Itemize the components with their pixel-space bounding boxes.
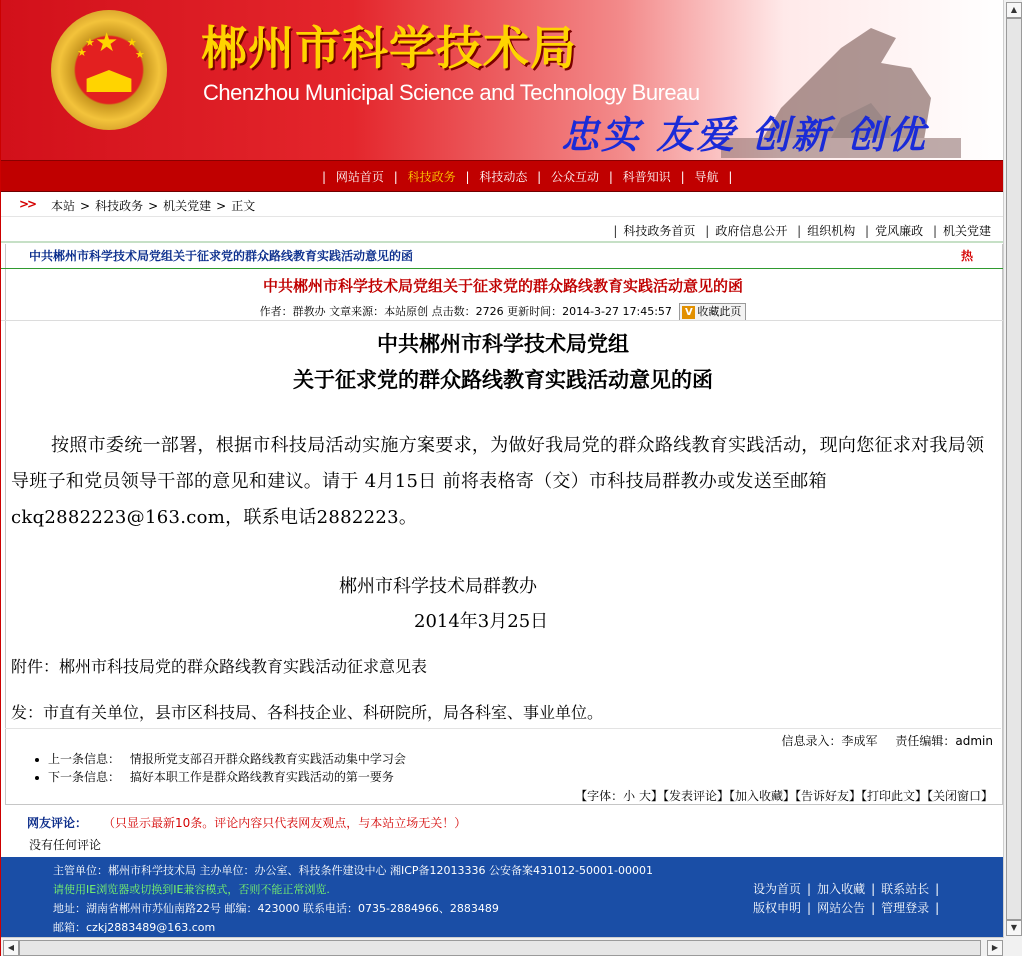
bullet-icon	[35, 758, 39, 762]
footer-email: 邮箱：czkj2883489@163.com	[53, 921, 216, 934]
contact-admin-link[interactable]: 联系站长	[881, 882, 930, 896]
bookmark-button[interactable]	[679, 303, 746, 321]
doc-title-line2: 关于征求党的群众路线教育实践活动意见的函	[293, 367, 713, 392]
article-head-title: 中共郴州市科学技术局党组关于征求党的群众路线教育实践活动意见的函	[29, 249, 414, 263]
nav-home[interactable]: 网站首页	[335, 170, 384, 184]
copyright-link[interactable]: 版权申明	[753, 901, 802, 915]
breadcrumb: >> 本站 > 科技政务 > 机关党建 > 正文	[1, 194, 1005, 217]
article-title: 中共郴州市科学技术局党组关于征求党的群众路线教育实践活动意见的函	[262, 277, 743, 295]
horizontal-scroll-thumb[interactable]	[19, 940, 981, 956]
footer-owner: 主管单位：郴州市科学技术局 主办单位：办公室、科技条件建设中心 湘ICP备12013336 公安备案431012-50001-00001	[53, 864, 653, 877]
editor: 责任编辑：admin	[895, 734, 993, 748]
comments-empty: 没有任何评论	[29, 838, 102, 852]
attachment-line: 附件：郴州市科技局党的群众路线教育实践活动征求意见表	[11, 657, 428, 676]
divider	[1, 241, 1005, 243]
comments-note: （只显示最新10条。评论内容只代表网友观点，与本站立场无关！）	[103, 816, 467, 830]
nav-tech-affairs[interactable]: 科技政务	[407, 170, 456, 184]
entry-by: 信息录入：李成军	[781, 734, 878, 748]
sign-date: 2014年3月25日	[414, 611, 549, 632]
breadcrumb-party-building[interactable]: 机关党建	[163, 199, 212, 213]
article-meta-text: 作者：群教办 文章来源：本站原创 点击数：2726 更新时间：2014-3-27 17:45:57	[259, 305, 672, 318]
prev-article	[35, 750, 406, 767]
subnav-organization[interactable]: 组织机构	[807, 224, 856, 238]
divider	[1, 268, 1005, 269]
site-banner	[1, 0, 1005, 160]
horizontal-scrollbar[interactable]	[1, 937, 1005, 956]
footer-links-row2: 版权申明 | 网站公告 | 管理登录 |	[753, 901, 940, 915]
distribution-line: 发：市直有关单位，县市区科技局、各科技企业、科研院所，局各科室、事业单位。	[11, 703, 604, 722]
announcement-link[interactable]: 网站公告	[817, 901, 866, 915]
next-article-link[interactable]: 搞好本职工作是群众路线教育实践活动的第一要务	[129, 770, 394, 784]
breadcrumb-current: 正文	[231, 199, 256, 213]
subnav-clean-government[interactable]: 党风廉政	[875, 224, 924, 238]
site-slogan: 忠实 友爱 创新 创优	[561, 113, 927, 157]
nav-navigation[interactable]: 导航	[694, 170, 719, 184]
subnav-party-building[interactable]: 机关党建	[942, 224, 991, 238]
site-footer	[1, 857, 1005, 938]
info-bar	[5, 728, 1001, 749]
subnav-gov-info[interactable]: 政府信息公开	[715, 224, 788, 238]
prev-label: 上一条信息：	[48, 752, 121, 766]
footer-browser-note: 请使用IE浏览器或切换到IE兼容模式，否则不能正常浏览.	[53, 883, 330, 896]
breadcrumb-arrow-icon: >>	[19, 197, 36, 211]
bullet-icon	[35, 776, 39, 780]
scroll-up-icon[interactable]: ▲	[1006, 2, 1022, 18]
article-body-text: 按照市委统一部署，根据市科技局活动实施方案要求，为做好我局党的群众路线教育实践活动，现向您征求对我局领导班子和党员领导干部的意见和建议。请于 4月15日 前将表格寄（交）市科技局群教办或发送至邮箱ckq2882223@163.com，联系电话2882223。	[11, 435, 985, 528]
article-meta	[1, 303, 1005, 321]
doc-title-line1: 中共郴州市科学技术局党组	[377, 331, 629, 356]
admin-login-link[interactable]: 管理登录	[881, 901, 930, 915]
prev-article-link[interactable]: 情报所党支部召开群众路线教育实践活动集中学习会	[129, 752, 406, 766]
site-title-en: Chenzhou Municipal Science and Technology Bureau	[203, 80, 700, 105]
scroll-right-icon[interactable]: ▶	[987, 940, 1003, 956]
breadcrumb-home[interactable]: 本站	[51, 199, 76, 213]
next-article	[35, 768, 394, 785]
site-title-cn: 郴州市科学技术局	[201, 21, 577, 75]
add-favorite-link[interactable]: 加入收藏	[817, 882, 866, 896]
nav-science-knowledge[interactable]: 科普知识	[622, 170, 671, 184]
national-emblem-icon: ★ ★ ★ ★ ★	[51, 10, 167, 130]
footer-links-row1: 设为首页 | 加入收藏 | 联系站长 |	[753, 882, 940, 896]
article-tools[interactable]: 【字体：小 大】【发表评论】【加入收藏】【告诉好友】【打印此文】【关闭窗口】	[575, 789, 993, 803]
divider	[1, 320, 1005, 321]
vertical-scroll-thumb[interactable]	[1006, 18, 1022, 920]
scroll-corner	[1004, 938, 1022, 956]
scroll-left-icon[interactable]: ◀	[3, 940, 19, 956]
nav-public-interaction[interactable]: 公众互动	[551, 170, 600, 184]
article-body	[11, 428, 991, 536]
comments-section	[5, 806, 1001, 856]
main-nav: | 网站首页 | 科技政务 | 科技动态 | 公众互动 | 科普知识 | 导航 |	[1, 160, 1005, 192]
vertical-scrollbar[interactable]	[1003, 0, 1022, 938]
footer-address: 地址：湖南省郴州市苏仙南路22号 邮编：423000 联系电话：0735-2884966、2883489	[53, 902, 499, 915]
subnav-tech-affairs-home[interactable]: 科技政务首页	[623, 224, 696, 238]
nav-tech-news[interactable]: 科技动态	[479, 170, 528, 184]
sub-nav: | 科技政务首页 | 政府信息公开 | 组织机构 | 党风廉政 | 机关党建	[613, 224, 991, 238]
sign-organization: 郴州市科学技术局群教办	[339, 576, 537, 597]
next-label: 下一条信息：	[48, 770, 121, 784]
scroll-down-icon[interactable]: ▼	[1006, 920, 1022, 936]
breadcrumb-tech-affairs[interactable]: 科技政务	[95, 199, 144, 213]
comments-title: 网友评论：	[27, 816, 88, 830]
set-homepage-link[interactable]: 设为首页	[753, 882, 802, 896]
bookmark-label: 收藏此页	[697, 305, 742, 318]
bookmark-icon: V	[682, 306, 695, 319]
hot-badge: 热	[961, 249, 974, 263]
